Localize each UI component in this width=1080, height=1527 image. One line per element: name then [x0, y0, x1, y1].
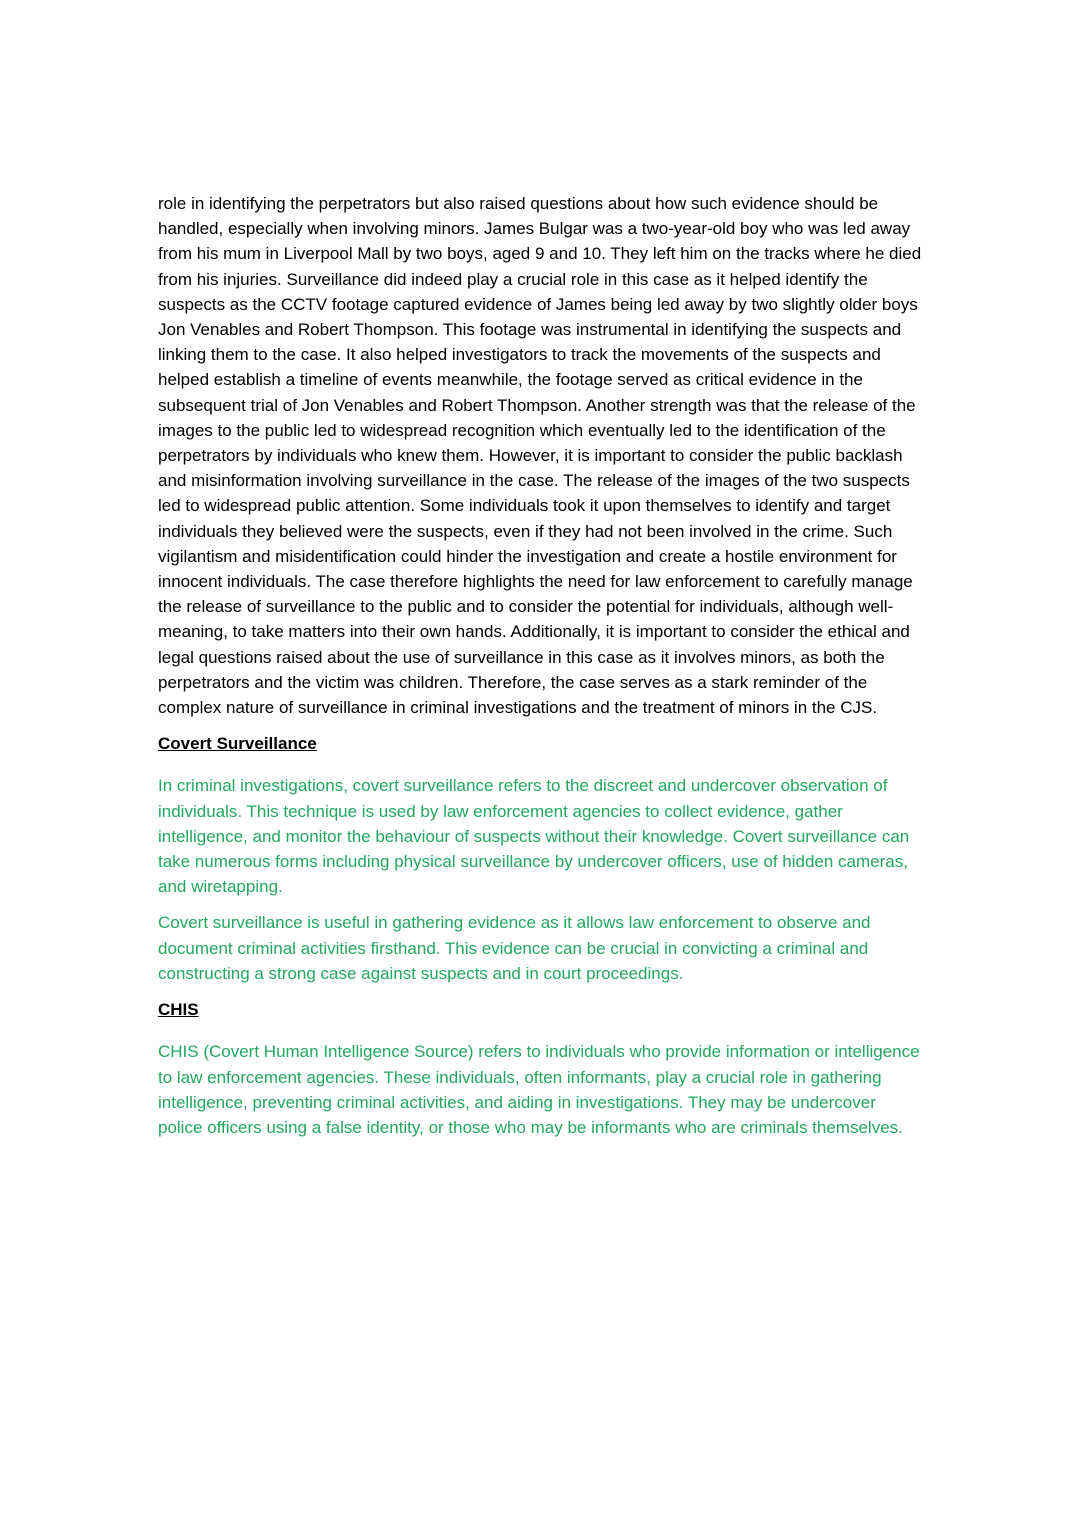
covert-surveillance-paragraph-2: Covert surveillance is useful in gathering evidence as it allows law enforcement to observe and document criminal activities firsthand. This evidence can be crucial in convicting a criminal and constructing a strong case against suspects and in court proceedings. — [158, 913, 871, 983]
intro-paragraph: role in identifying the perpetrators but also raised questions about how such evidence should be handled, especially when involving minors. James Bulgar was a two-year-old boy who was led away from his mum in Liverpool Mall by two boys, aged 9 and 10. They left him on the tracks where he died from his injuries. Surveillance did indeed play a crucial role in this case as it helped identify the suspects as the CCTV footage captured evidence of James being led away by two slightly older boys Jon Venables and Robert Thompson. This footage was instrumental in identifying the suspects and linking them to the case. It also helped investigators to track the movements of the suspects and helped establish a timeline of events meanwhile, the footage served as critical evidence in the subsequent trial of Jon Venables and Robert Thompson. Another strength was that the release of the images to the public led to widespread recognition which eventually led to the identification of the perpetrators by individuals who knew them. However, it is important to consider the public backlash and misinformation involving surveillance in the case. The release of the images of the two suspects led to widespread public attention. Some individuals took it upon themselves to identify and target individuals they believed were the suspects, even if they had not been involved in the crime. Such vigilantism and misidentification could hinder the investigation and create a hostile environment for innocent individuals. The case therefore highlights the need for law enforcement to carefully manage the release of surveillance to the public and to consider the potential for individuals, although well-meaning, to take matters into their own hands. Additionally, it is important to consider the ethical and legal questions raised about the use of surveillance in this case as it involves minors, as both the perpetrators and the victim was children. Therefore, the case serves as a stark reminder of the complex nature of surveillance in criminal investigations and the treatment of minors in the CJS. — [158, 194, 922, 718]
heading-chis: CHIS — [158, 1000, 199, 1020]
covert-surveillance-paragraph-1: In criminal investigations, covert surveillance refers to the discreet and undercover observation of individuals. This technique is used by law enforcement agencies to collect evidence, gather intelligence, and monitor the behaviour of suspects without their knowledge. Covert surveillance can take numerous forms including physical surveillance by undercover officers, use of hidden cameras, and wiretapping. — [158, 776, 910, 897]
chis-paragraph: CHIS (Covert Human Intelligence Source) refers to individuals who provide information or intelligence to law enforcement agencies. These individuals, often informants, play a crucial role in gathering intelligence, preventing criminal activities, and aiding in investigations. They may be undercover police officers using a false identity, or those who may be informants who are criminals themselves. — [158, 1042, 920, 1137]
heading-covert-surveillance: Covert Surveillance — [158, 734, 317, 754]
document-body — [158, 191, 924, 1151]
